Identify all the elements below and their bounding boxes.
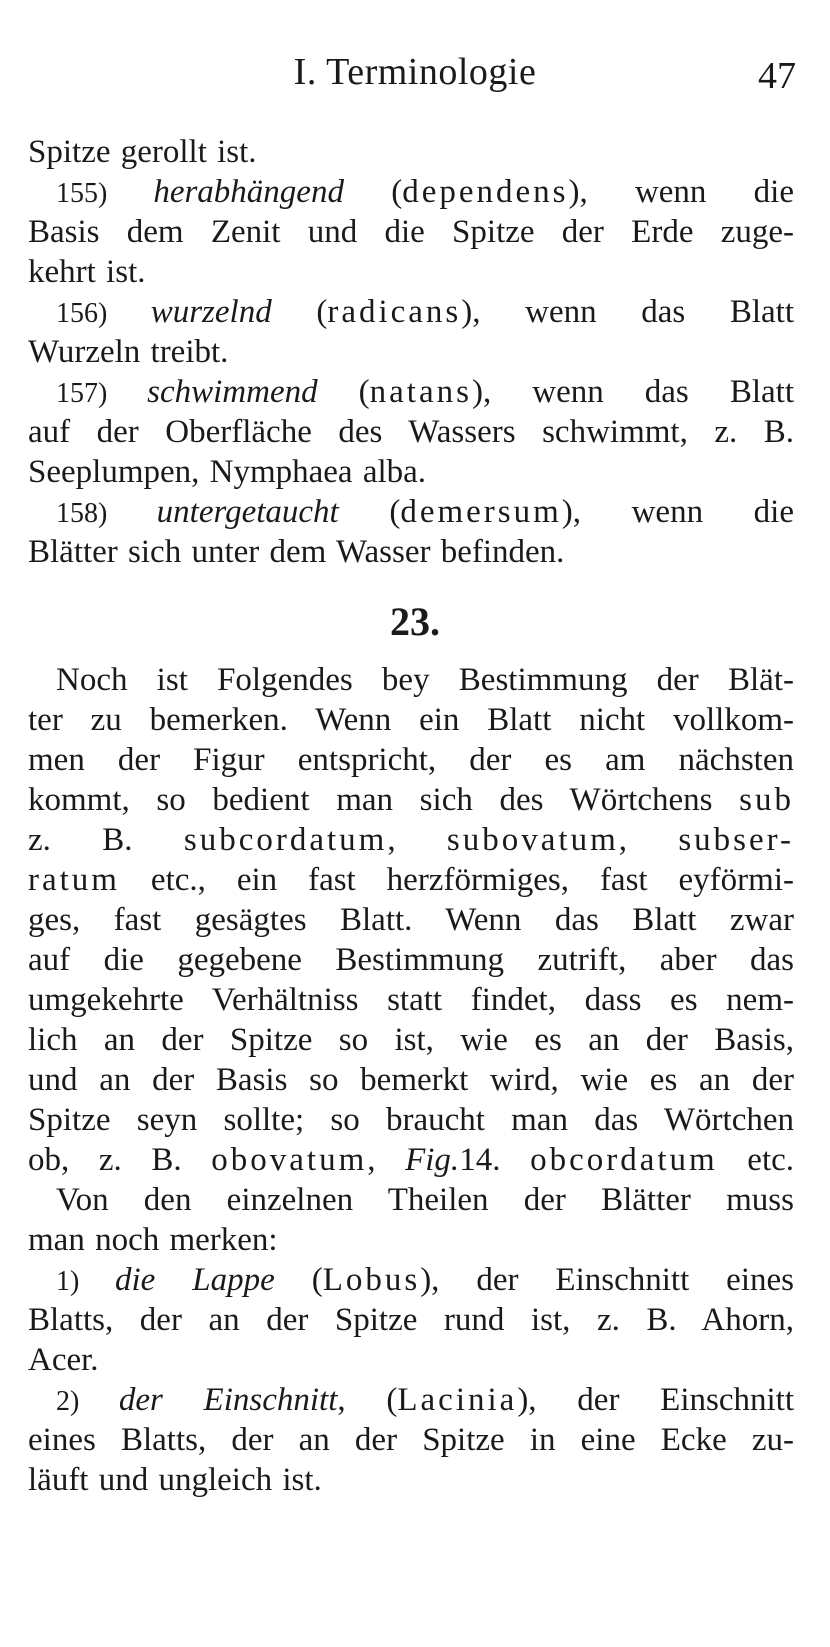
text-run: kehrt ist. [28,254,146,290]
text-run: herabhängend [153,174,344,210]
text-run: , [387,822,447,858]
text-line [28,1300,794,1340]
text-run: Wurzeln treibt. [28,334,229,370]
text-line [28,660,794,700]
text-run: etc. [717,1142,795,1178]
text-line [28,372,794,412]
text-run: kommt, so bedient man sich des Wörtchens [28,782,740,818]
text-run: auf der Oberfläche des Wassers schwimmt, z. B. [28,414,794,450]
text-run: Spitze seyn sollte; so braucht man das Wörtchen [28,1102,794,1138]
text-run: obovatum [211,1142,368,1178]
text-run: schwimmend [147,374,318,410]
text-block-terms [28,132,794,572]
text-run: sub [739,782,794,818]
text-line [28,1420,794,1460]
text-run: ( [271,294,328,330]
text-run: radicans [327,294,462,330]
text-line [28,820,794,860]
text-run: eines Blatts, der an der Spitze in eine Ecke zu- [28,1422,794,1458]
text-line [28,1100,794,1140]
text-run: wurzelnd [150,294,272,330]
text-run: Lacinia [397,1382,518,1418]
text-line [28,292,794,332]
text-run: Seeplumpen, Nymphaea alba. [28,454,427,490]
text-line [28,700,794,740]
text-line [28,1380,794,1420]
text-run: Noch ist Folgendes bey Bestimmung der Blät- [56,662,794,698]
text-run: 14. [459,1142,531,1178]
text-run: ges, fast gesägtes Blatt. Wenn das Blatt zwar [28,902,794,938]
text-line [28,1460,794,1500]
text-run: Fig. [405,1142,460,1178]
text-run: ), der Einschnitt [517,1382,794,1418]
text-run: auf die gegebene Bestimmung zutrift, aber das [28,942,794,978]
text-run: ( [317,374,370,410]
text-line [28,940,794,980]
text-line [28,412,794,452]
text-run: subovatum [446,822,619,858]
text-line [28,740,794,780]
text-run: , [367,1142,406,1178]
text-run: ob, z. B. [28,1142,212,1178]
text-line [28,492,794,532]
text-line [28,332,794,372]
text-line [28,132,794,172]
text-line [28,1140,794,1180]
text-run: ( [338,494,401,530]
text-run: ( [274,1262,323,1298]
text-run: ), wenn die [561,494,794,530]
text-line [28,980,794,1020]
text-run: der Einschnitt [118,1382,338,1418]
text-run: 156) [56,298,151,329]
text-line [28,860,794,900]
text-run: ratum [28,862,120,898]
text-run: ( [343,174,403,210]
text-run: Von den einzelnen Theilen der Blätter muss [56,1182,794,1218]
text-line [28,1060,794,1100]
text-run: umgekehrte Verhältniss statt findet, dass es nem- [28,982,794,1018]
text-run: 155) [56,178,154,209]
text-run: Acer. [28,1342,99,1378]
text-run: obcordatum [530,1142,718,1178]
text-run: man noch merken: [28,1222,278,1258]
text-line [28,172,794,212]
text-run: demersum [400,494,562,530]
section-number: 23. [390,599,440,644]
text-run: Blatts, der an der Spitze rund ist, z. B. Ahorn, [28,1302,794,1338]
text-run: Blätter sich unter dem Wasser befinden. [28,534,565,570]
text-run: Spitze gerollt ist. [28,134,257,170]
text-run: ), wenn das Blatt [471,374,794,410]
page-number: 47 [758,55,796,97]
text-run: die Lappe [115,1262,275,1298]
text-line [28,1340,794,1380]
text-line [28,252,794,292]
text-run: 157) [56,378,148,409]
text-run: z. B. [28,822,184,858]
text-line [28,212,794,252]
text-line [28,1220,794,1260]
text-run: untergetaucht [156,494,339,530]
text-run: läuft und ungleich ist. [28,1462,322,1498]
text-line [28,1180,794,1220]
text-run: 2) [56,1386,119,1417]
text-line [28,532,794,572]
text-block-section-23 [28,660,794,1500]
text-run: etc., ein fast herzförmiges, fast eyförmi- [119,862,794,898]
text-run: subcordatum [183,822,388,858]
text-run: 158) [56,498,157,529]
text-line [28,1260,794,1300]
text-run: und an der Basis so bemerkt wird, wie es an der [28,1062,794,1098]
text-run: Basis dem Zenit und die Spitze der Erde zuge- [28,214,794,250]
text-line [28,900,794,940]
text-line [28,452,794,492]
running-head-title: I. Terminologie [293,51,537,93]
text-run: ), der Einschnitt eines [420,1262,794,1298]
text-line [28,780,794,820]
text-run: , ( [337,1382,398,1418]
text-run: , [618,822,679,858]
text-line [28,1020,794,1060]
running-head [0,50,830,106]
text-run: lich an der Spitze so ist, wie es an der Basis, [28,1022,794,1058]
text-run: natans [369,374,472,410]
text-run: ), wenn die [568,174,794,210]
text-run: men der Figur entspricht, der es am nächsten [28,742,794,778]
text-run: 1) [56,1266,116,1297]
text-run: subser- [678,822,794,858]
text-run: dependens [402,174,569,210]
text-run: ), wenn das Blatt [461,294,794,330]
text-run: Lobus [322,1262,421,1298]
text-run: ter zu bemerken. Wenn ein Blatt nicht vollkom- [28,702,794,738]
